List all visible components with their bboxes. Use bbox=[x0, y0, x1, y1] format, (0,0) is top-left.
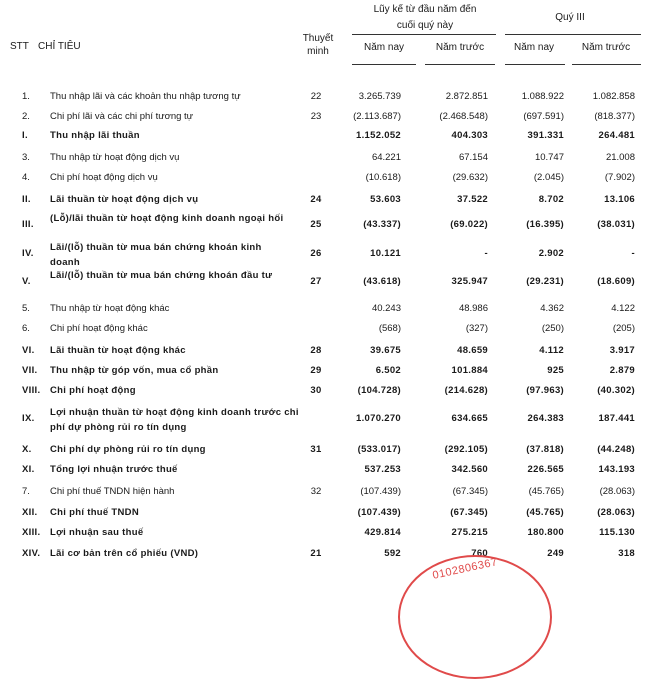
row-stt: VIII. bbox=[22, 385, 41, 396]
thuyet-minh-header bbox=[296, 32, 340, 58]
row-q3-current: (697.591) bbox=[523, 111, 564, 122]
row-stt: XIV. bbox=[22, 548, 41, 559]
row-ytd-prior: 101.884 bbox=[451, 365, 488, 376]
row-label: Lợi nhuận sau thuế bbox=[50, 527, 144, 538]
row-ytd-current: 592 bbox=[384, 548, 401, 559]
row-label: Chi phí hoạt động khác bbox=[50, 323, 148, 334]
row-note: 23 bbox=[310, 111, 322, 122]
row-ytd-prior: 760 bbox=[471, 548, 488, 559]
row-q3-prior: 4.122 bbox=[611, 303, 635, 314]
row-label: Thu nhập từ hoạt động dịch vụ bbox=[50, 152, 180, 163]
row-q3-current: (250) bbox=[541, 323, 564, 334]
row-stt: 7. bbox=[22, 486, 30, 497]
row-q3-prior: (28.063) bbox=[597, 507, 635, 518]
row-q3-prior: 3.917 bbox=[609, 345, 635, 356]
row-q3-prior: (40.302) bbox=[597, 385, 635, 396]
row-q3-current: (37.818) bbox=[526, 444, 564, 455]
q3-nam-truoc-header: Năm trước bbox=[581, 42, 631, 53]
row-q3-prior: 264.481 bbox=[598, 130, 635, 141]
row-ytd-prior: 634.665 bbox=[451, 413, 488, 424]
chi-tieu-header: CHỈ TIÊU bbox=[38, 41, 81, 52]
row-note: 22 bbox=[310, 91, 322, 102]
row-ytd-current: 1.152.052 bbox=[356, 130, 401, 141]
row-label: Chi phí lãi và các chi phí tương tự bbox=[50, 111, 194, 122]
row-ytd-prior: 342.560 bbox=[451, 464, 488, 475]
row-ytd-current: 6.502 bbox=[375, 365, 401, 376]
row-q3-current: (45.765) bbox=[528, 486, 564, 497]
row-ytd-prior: - bbox=[484, 248, 488, 259]
row-q3-current: 391.331 bbox=[527, 130, 564, 141]
row-q3-current: 2.902 bbox=[538, 248, 564, 259]
row-note: 25 bbox=[310, 219, 322, 230]
row-note: 31 bbox=[310, 444, 322, 455]
row-label: Thu nhập lãi thuần bbox=[50, 130, 140, 141]
col3-underline bbox=[505, 64, 565, 65]
row-ytd-prior: (67.345) bbox=[452, 486, 488, 497]
row-q3-prior: 13.106 bbox=[604, 194, 635, 205]
row-q3-current: 264.383 bbox=[527, 413, 564, 424]
row-q3-prior: 187.441 bbox=[598, 413, 635, 424]
col2-underline bbox=[425, 64, 495, 65]
row-q3-prior: 143.193 bbox=[598, 464, 635, 475]
row-ytd-current: (43.618) bbox=[363, 276, 401, 287]
row-ytd-prior: (69.022) bbox=[450, 219, 488, 230]
row-ytd-current: (107.439) bbox=[360, 486, 401, 497]
company-seal bbox=[398, 555, 552, 679]
row-q3-current: 4.112 bbox=[539, 345, 564, 356]
row-note: 29 bbox=[310, 365, 322, 376]
row-q3-current: (2.045) bbox=[533, 172, 564, 183]
thuyet-minh-line1: Thuyết bbox=[302, 33, 334, 44]
row-ytd-prior: (2.468.548) bbox=[439, 111, 488, 122]
row-q3-prior: 318 bbox=[618, 548, 635, 559]
row-q3-prior: (44.248) bbox=[597, 444, 635, 455]
row-note: 28 bbox=[310, 345, 322, 356]
row-label: Chi phí hoạt động dịch vụ bbox=[50, 172, 158, 183]
row-label: Thu nhập từ hoạt động khác bbox=[50, 303, 170, 314]
row-label: Lãi cơ bản trên cổ phiếu (VND) bbox=[50, 548, 199, 559]
row-stt: IX. bbox=[22, 413, 35, 424]
row-label: Thu nhập từ góp vốn, mua cổ phần bbox=[50, 365, 219, 376]
row-ytd-current: 40.243 bbox=[371, 303, 401, 314]
row-note: 30 bbox=[310, 385, 322, 396]
row-ytd-current: 53.603 bbox=[370, 194, 401, 205]
ytd-nam-truoc-header: Năm trước bbox=[435, 42, 485, 53]
row-q3-current: (97.963) bbox=[526, 385, 564, 396]
row-q3-current: 1.088.922 bbox=[521, 91, 564, 102]
row-ytd-current: 1.070.270 bbox=[356, 413, 401, 424]
row-note: 24 bbox=[310, 194, 322, 205]
row-ytd-prior: 325.947 bbox=[451, 276, 488, 287]
row-note: 27 bbox=[310, 276, 322, 287]
row-q3-prior: (205) bbox=[612, 323, 635, 334]
row-ytd-prior: 404.303 bbox=[451, 130, 488, 141]
row-stt: V. bbox=[22, 276, 31, 287]
row-label: Chi phí dự phòng rủi ro tín dụng bbox=[50, 444, 206, 455]
row-ytd-prior: 48.986 bbox=[458, 303, 488, 314]
row-stt: 3. bbox=[22, 152, 30, 163]
row-ytd-current: 3.265.739 bbox=[358, 91, 401, 102]
row-stt: VII. bbox=[22, 365, 38, 376]
row-q3-prior: 1.082.858 bbox=[592, 91, 635, 102]
company-seal-number: 0102806367 bbox=[431, 556, 499, 582]
row-ytd-current: 39.675 bbox=[370, 345, 401, 356]
row-stt: III. bbox=[22, 219, 34, 230]
row-q3-prior: 115.130 bbox=[599, 527, 635, 538]
row-stt: 1. bbox=[22, 91, 30, 102]
q3-nam-nay-header: Năm nay bbox=[513, 42, 554, 53]
col1-underline bbox=[352, 64, 416, 65]
row-ytd-current: (10.618) bbox=[365, 172, 401, 183]
row-ytd-prior: 48.659 bbox=[457, 345, 488, 356]
quarter-header: Quý III bbox=[555, 12, 585, 23]
row-ytd-current: (568) bbox=[378, 323, 401, 334]
row-q3-prior: - bbox=[631, 248, 635, 259]
row-note: 26 bbox=[310, 248, 322, 259]
row-ytd-current: (533.017) bbox=[357, 444, 401, 455]
row-q3-current: (16.395) bbox=[526, 219, 564, 230]
row-label: Lãi/(lỗ) thuần từ mua bán chứng khoán đầu tư bbox=[50, 270, 273, 281]
row-q3-prior: (18.609) bbox=[597, 276, 635, 287]
row-q3-current: (29.231) bbox=[526, 276, 564, 287]
row-ytd-current: (43.337) bbox=[363, 219, 401, 230]
row-ytd-current: 10.121 bbox=[370, 248, 401, 259]
row-q3-prior: 2.879 bbox=[609, 365, 635, 376]
row-label: Chi phí thuế TNDN bbox=[50, 507, 140, 518]
row-note: 32 bbox=[310, 486, 322, 497]
ytd-header-line2: cuối quý này bbox=[396, 20, 454, 31]
row-ytd-prior: 37.522 bbox=[457, 194, 488, 205]
row-stt: XI. bbox=[22, 464, 35, 475]
row-label: Chi phí hoạt động bbox=[50, 385, 136, 396]
row-stt: II. bbox=[22, 194, 31, 205]
row-q3-current: 226.565 bbox=[527, 464, 564, 475]
row-label: Lãi thuần từ hoạt động dịch vụ bbox=[50, 194, 199, 205]
ytd-underline bbox=[352, 34, 496, 35]
row-stt: XII. bbox=[22, 507, 38, 518]
row-q3-current: 249 bbox=[547, 548, 564, 559]
row-stt: XIII. bbox=[22, 527, 41, 538]
row-stt: 6. bbox=[22, 323, 30, 334]
row-q3-current: 10.747 bbox=[534, 152, 564, 163]
row-ytd-prior: (29.632) bbox=[452, 172, 488, 183]
row-ytd-prior: (327) bbox=[465, 323, 488, 334]
row-q3-prior: 21.008 bbox=[605, 152, 635, 163]
row-stt: X. bbox=[22, 444, 32, 455]
row-ytd-prior: (67.345) bbox=[450, 507, 488, 518]
row-q3-current: 4.362 bbox=[540, 303, 564, 314]
row-stt: IV. bbox=[22, 248, 34, 259]
row-label: (Lỗ)/lãi thuần từ hoạt động kinh doanh ngoại hối bbox=[50, 213, 284, 224]
ytd-nam-nay-header: Năm nay bbox=[363, 42, 404, 53]
thuyet-minh-line2: minh bbox=[307, 46, 329, 57]
row-q3-current: 8.702 bbox=[538, 194, 564, 205]
row-label: Tổng lợi nhuận trước thuế bbox=[50, 464, 178, 475]
row-ytd-prior: 275.215 bbox=[451, 527, 488, 538]
row-q3-current: 925 bbox=[547, 365, 564, 376]
row-stt: 2. bbox=[22, 111, 30, 122]
ytd-header-line1: Lũy kế từ đầu năm đến bbox=[373, 4, 477, 15]
row-label: Lợi nhuận thuần từ hoạt động kinh doanh trước chi phí dự phòng rủi ro tín dụng bbox=[50, 407, 299, 433]
row-q3-prior: (28.063) bbox=[599, 486, 635, 497]
row-label: Chi phí thuế TNDN hiện hành bbox=[50, 486, 175, 497]
stt-header: STT bbox=[10, 41, 29, 52]
row-stt: I. bbox=[22, 130, 28, 141]
row-ytd-prior: 67.154 bbox=[458, 152, 488, 163]
q3-underline bbox=[505, 34, 641, 35]
row-ytd-current: (2.113.687) bbox=[353, 111, 401, 122]
row-ytd-current: 64.221 bbox=[371, 152, 401, 163]
row-label: Lãi thuần từ hoạt động khác bbox=[50, 345, 186, 356]
row-ytd-prior: (214.628) bbox=[444, 385, 488, 396]
row-q3-current: (45.765) bbox=[526, 507, 564, 518]
row-q3-prior: (7.902) bbox=[604, 172, 635, 183]
col4-underline bbox=[572, 64, 641, 65]
row-ytd-current: (107.439) bbox=[357, 507, 401, 518]
row-stt: 4. bbox=[22, 172, 30, 183]
row-ytd-prior: (292.105) bbox=[444, 444, 488, 455]
row-label: Thu nhập lãi và các khoản thu nhập tương tự bbox=[50, 91, 241, 102]
row-note: 21 bbox=[310, 548, 322, 559]
row-ytd-prior: 2.872.851 bbox=[445, 91, 488, 102]
row-label: Lãi/(lỗ) thuần từ mua bán chứng khoán kinh doanh bbox=[50, 242, 262, 268]
row-ytd-current: 429.814 bbox=[364, 527, 401, 538]
row-ytd-current: 537.253 bbox=[364, 464, 401, 475]
row-stt: 5. bbox=[22, 303, 30, 314]
row-q3-prior: (818.377) bbox=[594, 111, 635, 122]
row-q3-current: 180.800 bbox=[527, 527, 564, 538]
row-ytd-current: (104.728) bbox=[357, 385, 401, 396]
ytd-header bbox=[345, 2, 505, 34]
row-q3-prior: (38.031) bbox=[597, 219, 635, 230]
row-stt: VI. bbox=[22, 345, 35, 356]
